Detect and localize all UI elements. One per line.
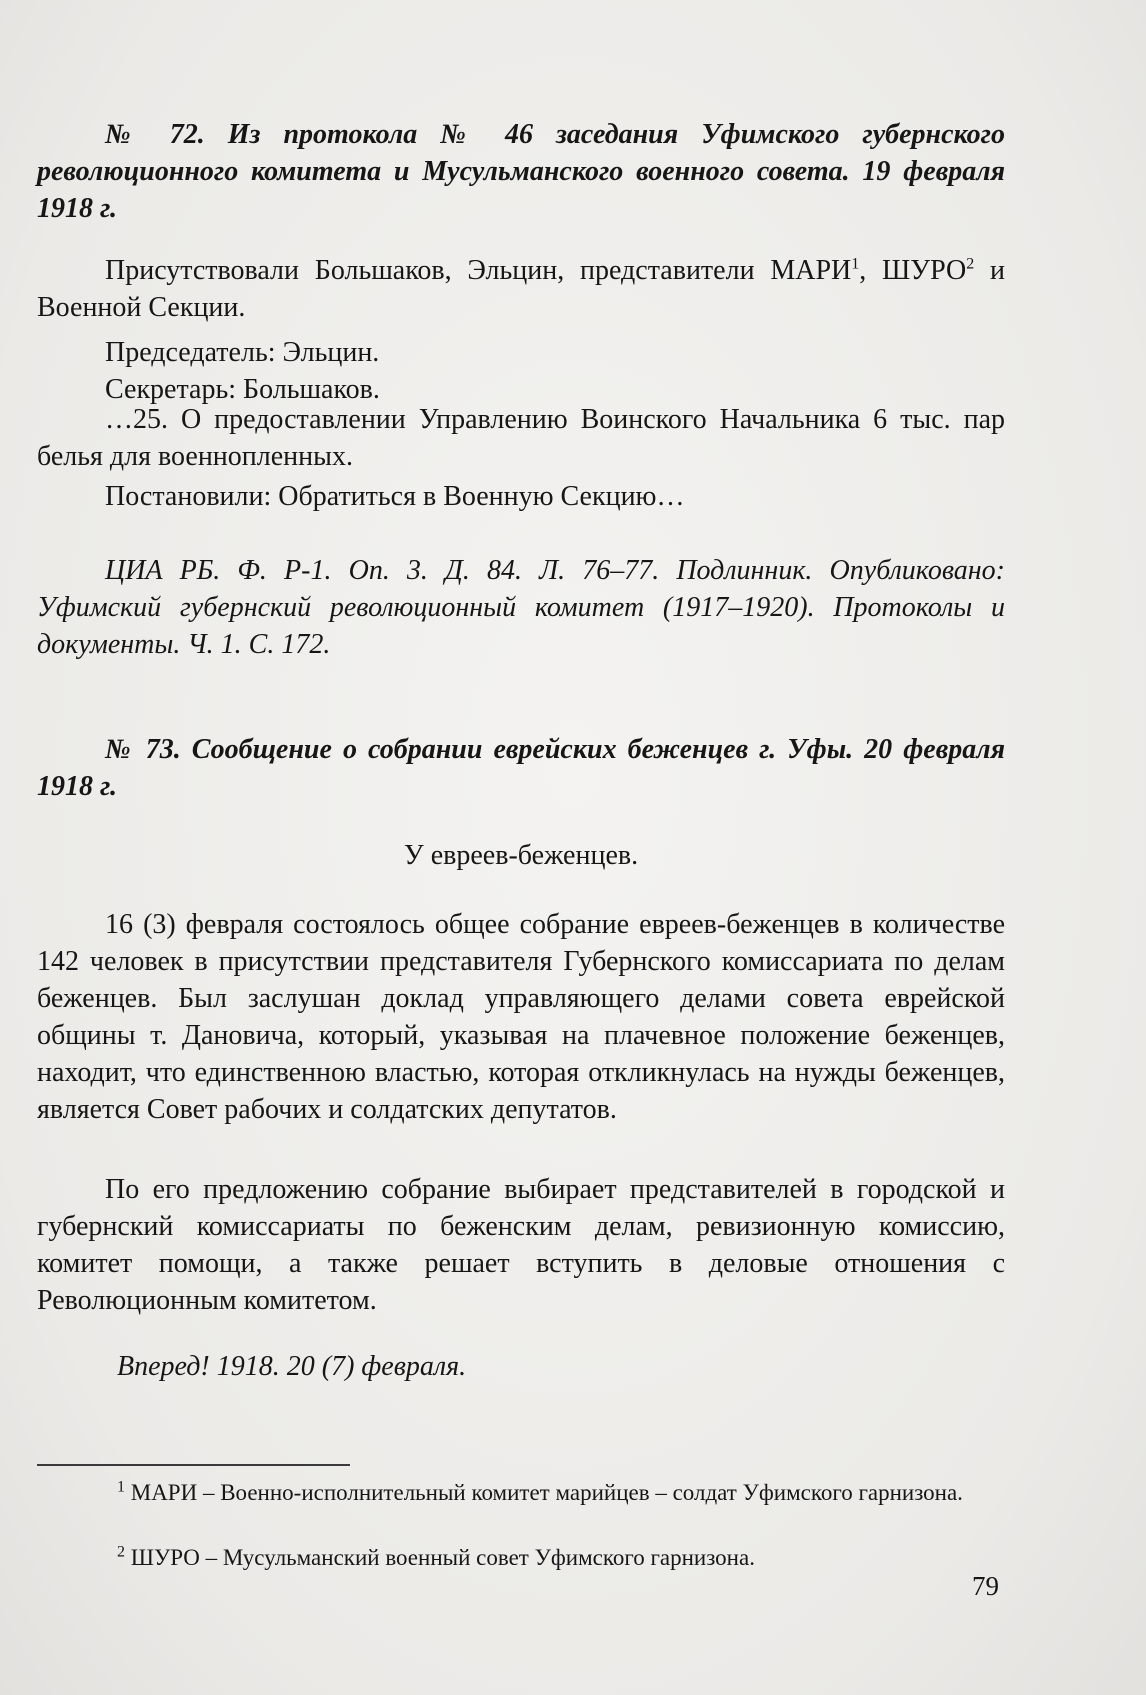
doc73-heading: № 73. Сообщение о собрании еврейских беженцев г. Уфы. 20 февраля 1918 г. bbox=[37, 734, 1005, 802]
doc72-chairman-line bbox=[37, 334, 1005, 371]
doc72-item-block bbox=[37, 401, 1005, 475]
doc72-resolved: Постановили: Обратиться в Военную Секцию… bbox=[105, 481, 685, 512]
doc72-resolved-line bbox=[37, 478, 1005, 515]
footnote-1 bbox=[37, 1476, 1005, 1509]
footnote-2 bbox=[37, 1541, 1005, 1574]
footnote-rule bbox=[37, 1464, 350, 1466]
document-73 bbox=[37, 731, 1005, 805]
doc72-present-text: Присутствовали Большаков, Эльцин, представители МАРИ bbox=[105, 255, 852, 286]
doc73-para2: По его предложению собрание выбирает представителей в городской и губернский комиссариаты по беженским делам, ревизионную комиссию, комитет помощи, а также решает вступить в деловые отношения с Революционным комитетом. bbox=[37, 1174, 1005, 1316]
footnote-1-number: 1 bbox=[117, 1478, 125, 1496]
footnote-ref-1: 1 bbox=[851, 255, 860, 273]
doc72-secretary: Секретарь: Большаков. bbox=[105, 374, 380, 405]
doc72-present-end: и Военной Секции. bbox=[37, 255, 1005, 323]
doc72-heading: № 72. Из протокола № 46 заседания Уфимского губернского революционного комитета и Мусульманского военного совета. 19 февраля 1918 г. bbox=[37, 119, 1005, 224]
doc73-source-block bbox=[37, 1348, 1005, 1385]
doc73-subtitle-block bbox=[37, 837, 1005, 874]
footnote-2-number: 2 bbox=[117, 1543, 125, 1561]
doc72-chairman: Председатель: Эльцин. bbox=[105, 337, 380, 368]
doc72-source-block bbox=[37, 552, 1005, 663]
footnote-ref-2: 2 bbox=[966, 255, 975, 273]
footnote-1-text: МАРИ – Военно-исполнительный комитет марийцев – солдат Уфимского гарнизона. bbox=[130, 1480, 963, 1505]
doc72-present bbox=[37, 252, 1005, 326]
doc73-subtitle: У евреев-беженцев. bbox=[403, 840, 639, 871]
doc73-para2-block bbox=[37, 1171, 1005, 1319]
doc72-present-shuro: , ШУРО bbox=[859, 255, 967, 286]
page-number: 79 bbox=[972, 1571, 999, 1601]
footnote-2-text: ШУРО – Мусульманский военный совет Уфимского гарнизона. bbox=[130, 1545, 755, 1570]
doc73-para1-block bbox=[37, 906, 1005, 1128]
doc73-para1: 16 (3) февраля состоялось общее собрание евреев-беженцев в количестве 142 человек в присутствии представителя Губернского комиссариата по делам беженцев. Был заслушан доклад управляющего делами совета еврейской общины т. Дановича, который, указывая на плачевное положение беженцев, находит, что единственною властью, которая откликнулась на нужды беженцев, является Совет рабочих и солдатских депутатов. bbox=[37, 909, 1005, 1125]
doc73-source: Вперед! 1918. 20 (7) февраля. bbox=[117, 1351, 467, 1382]
document-72 bbox=[37, 116, 1005, 227]
doc72-item: …25. О предоставлении Управлению Воинского Начальника 6 тыс. пар белья для военнопленных. bbox=[37, 404, 1005, 472]
doc72-source: ЦИА РБ. Ф. Р-1. Оп. 3. Д. 84. Л. 76–77. Подлинник. Опубликовано: Уфимский губернский революционный комитет (1917–1920). Протоколы и документы. Ч. 1. С. 172. bbox=[37, 555, 1005, 660]
